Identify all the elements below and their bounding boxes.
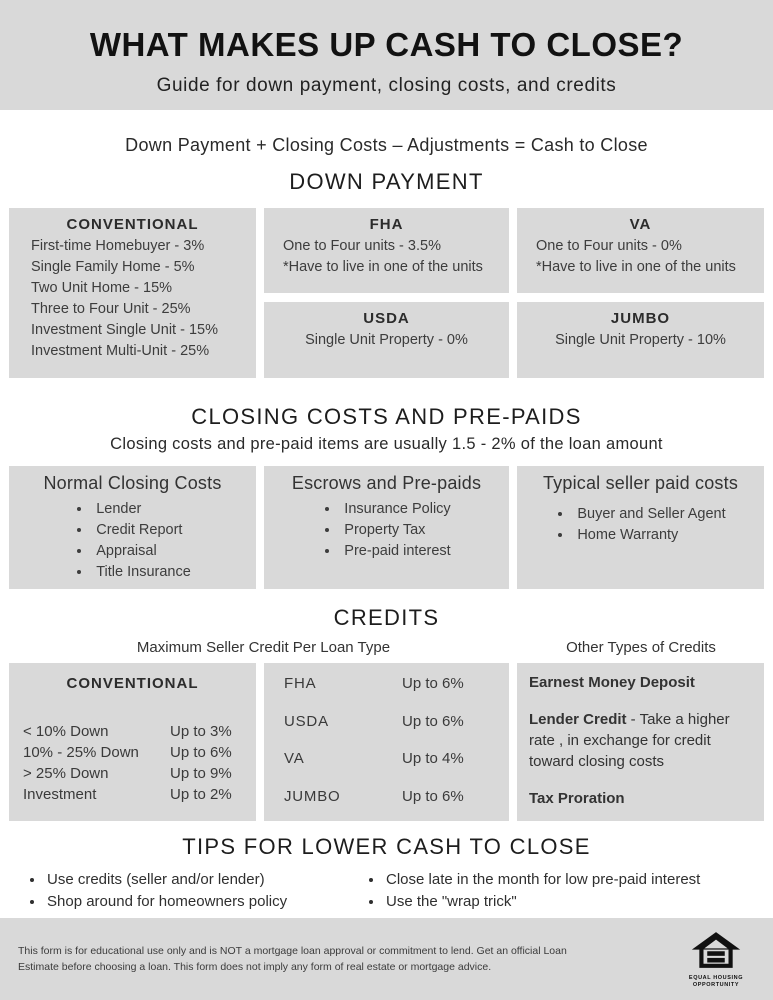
closing-costs-subheading: Closing costs and pre-paid items are usually 1.5 - 2% of the loan amount: [110, 435, 663, 453]
dp-line: One to Four units - 3.5%: [283, 238, 441, 254]
normal-closing-costs-box: [9, 466, 256, 589]
other-credits-label: Other Types of Credits: [566, 639, 716, 656]
dp-line: One to Four units - 0%: [536, 238, 682, 254]
content: [0, 110, 773, 918]
box-title: Escrows and Pre-paids: [291, 473, 482, 493]
credits-grid: [9, 663, 764, 821]
dp-line: Two Unit Home - 15%: [31, 280, 173, 297]
box-title: Normal Closing Costs: [43, 473, 222, 493]
dp-line: Investment Single Unit - 15%: [31, 322, 218, 339]
credit-row: [284, 786, 491, 807]
cash-to-close-formula: Down Payment + Closing Costs – Adjustments = Cash to Close: [125, 135, 648, 155]
seller-paid-costs-box: [517, 466, 764, 589]
other-credit-item: [529, 672, 752, 693]
row-value: Up to 6%: [170, 744, 232, 761]
tip-item: • Close late in the month for low pre-paid interest: [384, 869, 754, 891]
bullet-list: [322, 499, 450, 562]
loan-type-credits-box: [264, 663, 509, 821]
row-value: Up to 4%: [402, 750, 464, 768]
row-label: JUMBO: [284, 787, 341, 805]
fha-down-payment-box: [264, 208, 509, 293]
item-title: Lender Credit: [529, 711, 627, 728]
bullet-list: [555, 504, 725, 546]
row-label: USDA: [284, 712, 329, 730]
jumbo-down-payment-box: [517, 302, 764, 378]
dp-line: Single Family Home - 5%: [31, 259, 195, 276]
tips-heading: TIPS FOR LOWER CASH TO CLOSE: [182, 834, 591, 859]
row-label: 10% - 25% Down: [23, 744, 139, 761]
credit-row: [23, 721, 242, 742]
credit-row: [23, 784, 242, 805]
dp-line: Three to Four Unit - 25%: [31, 301, 191, 318]
max-seller-credit-label: Maximum Seller Credit Per Loan Type: [136, 639, 391, 656]
bullet-item: • Appraisal: [92, 541, 191, 562]
conventional-credits-box: [9, 663, 256, 821]
escrows-prepaids-box: [264, 466, 509, 589]
dp-line: *Have to live in one of the units: [536, 259, 736, 276]
equal-housing-label-line2: OPPORTUNITY: [692, 981, 740, 988]
other-credit-item: [529, 788, 752, 809]
item-description: - Take a higher rate , in exchange for credit toward closing costs: [529, 711, 730, 770]
disclaimer-text: This form is for educational use only and is NOT a mortgage loan approval or commitment to lend. Get an official Loan Estimate before choosing a loan. This form does not imply any form of real estate or mortgage advice.: [18, 944, 567, 973]
header: [0, 0, 773, 110]
equal-housing-house-icon: [691, 932, 741, 968]
down-payment-grid: [9, 208, 764, 378]
credit-row: [23, 763, 242, 784]
page-title: WHAT MAKES UP CASH TO CLOSE?: [89, 26, 684, 63]
box-title: JUMBO: [610, 310, 671, 327]
bullet-list: [74, 499, 191, 583]
row-label: < 10% Down: [23, 723, 109, 740]
row-value: Up to 2%: [170, 786, 232, 803]
bullet-item: • Insurance Policy: [340, 499, 450, 520]
row-value: Up to 6%: [402, 787, 464, 805]
tip-item: • Use the "wrap trick": [384, 891, 754, 913]
closing-costs-grid: [9, 466, 764, 589]
row-value: Up to 9%: [170, 765, 232, 782]
box-title: Typical seller paid costs: [542, 473, 739, 493]
down-payment-heading: DOWN PAYMENT: [289, 169, 484, 194]
other-credit-item: [529, 709, 752, 772]
item-title: Earnest Money Deposit: [529, 674, 695, 691]
item-title: Tax Proration: [529, 790, 625, 807]
credit-row: [284, 673, 491, 694]
tip-item: • Use credits (seller and/or lender): [45, 869, 364, 891]
equal-housing-opportunity-logo: [685, 932, 747, 989]
credit-row: [284, 748, 491, 769]
tips-left-list: [19, 869, 364, 913]
conventional-down-payment-box: [9, 208, 256, 378]
va-down-payment-box: [517, 208, 764, 293]
row-value: Up to 6%: [402, 712, 464, 730]
dp-line: Investment Multi-Unit - 25%: [31, 343, 210, 360]
footer: [0, 918, 773, 1000]
row-value: Up to 3%: [170, 723, 232, 740]
row-label: Investment: [23, 786, 97, 803]
tip-item: • Shop around for homeowners policy: [45, 891, 364, 913]
bullet-item: • Title Insurance: [92, 562, 191, 583]
credit-row: [23, 742, 242, 763]
other-credits-box: [517, 663, 764, 821]
credits-labels: [9, 639, 764, 656]
box-title: CONVENTIONAL: [66, 675, 199, 692]
bullet-item: • Credit Report: [92, 520, 191, 541]
row-label: > 25% Down: [23, 765, 109, 782]
box-title: FHA: [369, 216, 404, 233]
dp-line: First-time Homebuyer - 3%: [31, 238, 205, 254]
bullet-item: • Buyer and Seller Agent: [573, 504, 725, 525]
credits-heading: CREDITS: [333, 605, 440, 630]
dp-line: Single Unit Property - 10%: [555, 332, 726, 348]
box-title: USDA: [363, 310, 410, 327]
bullet-item: • Pre-paid interest: [340, 541, 450, 562]
dp-line: Single Unit Property - 0%: [305, 332, 468, 348]
row-label: VA: [284, 750, 305, 768]
dp-line: *Have to live in one of the units: [283, 259, 483, 276]
closing-costs-heading: CLOSING COSTS AND PRE-PAIDS: [191, 404, 582, 429]
row-label: FHA: [284, 675, 317, 692]
equal-housing-label-line1: EQUAL HOUSING: [688, 974, 744, 981]
row-value: Up to 6%: [402, 675, 464, 692]
tips-right-list: [364, 869, 754, 913]
bullet-item: • Lender: [92, 499, 191, 520]
page-subtitle: Guide for down payment, closing costs, and credits: [156, 75, 617, 96]
credit-rows: [23, 721, 242, 805]
box-title: CONVENTIONAL: [66, 216, 199, 233]
tips-lists: [9, 869, 764, 913]
box-title: VA: [629, 216, 652, 233]
bullet-item: • Property Tax: [340, 520, 450, 541]
bullet-item: • Home Warranty: [573, 525, 725, 546]
credit-row: [284, 711, 491, 732]
usda-down-payment-box: [264, 302, 509, 378]
